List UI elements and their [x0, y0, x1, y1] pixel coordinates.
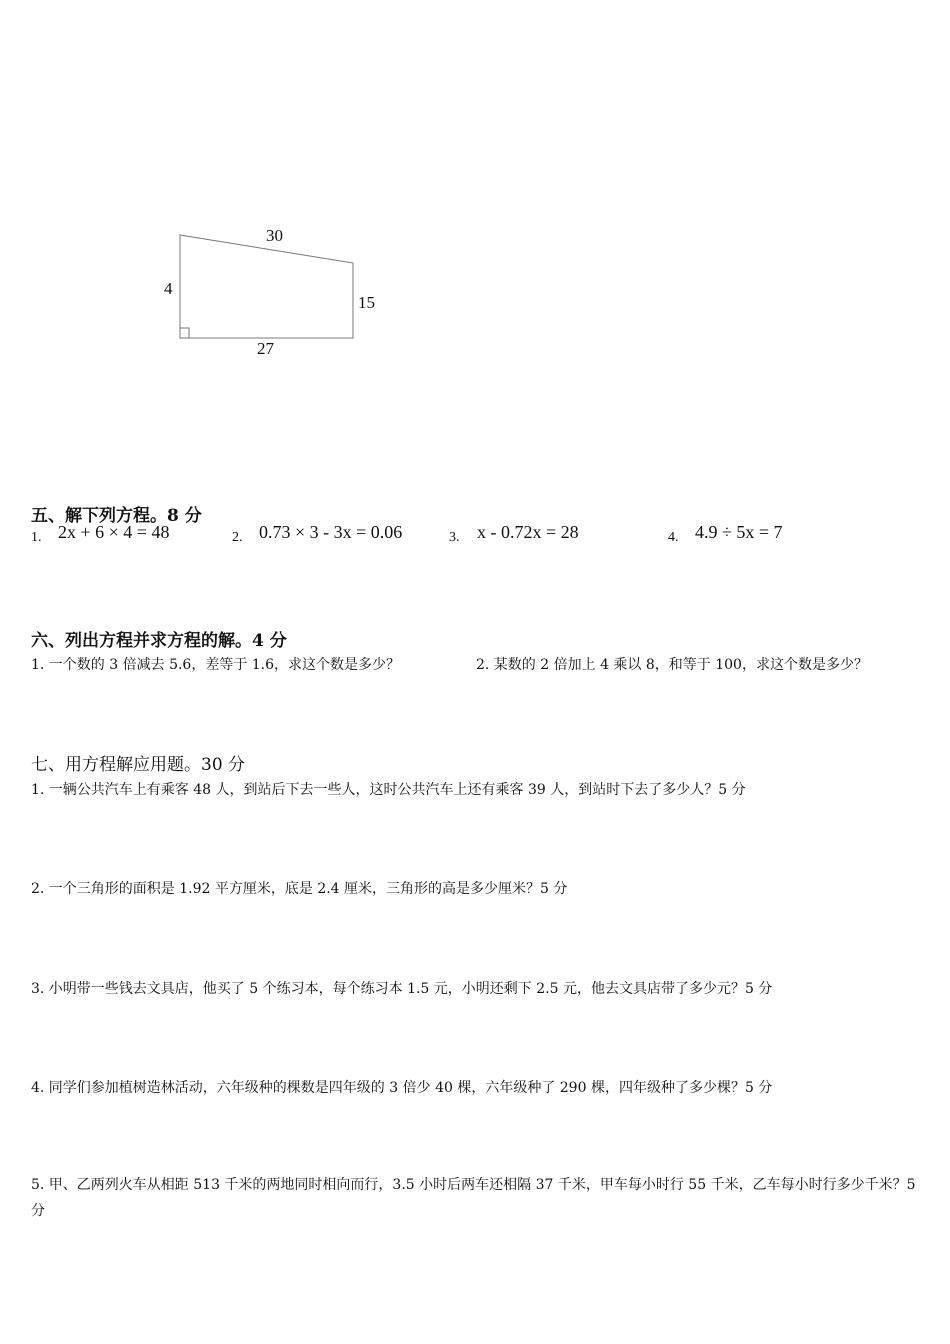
section7-question-2: 2. 一个三角形的面积是 1.92 平方厘米，底是 2.4 厘米，三角形的高是多少厘米？5 分 [31, 881, 568, 897]
trapezoid-figure [0, 0, 400, 380]
equation-1: 2x + 6 × 4 = 48 [58, 522, 170, 542]
figure-top-label: 30 [266, 226, 283, 245]
section7-question-5: 5. 甲、乙两列火车从相距 513 千米的两地同时相向而行，3.5 小时后两车还相隔 37 千米，甲车每小时行 55 千米，乙车每小时行多少千米？5 分 [31, 1177, 916, 1219]
equation-4-number: 4. [668, 530, 679, 545]
section6-heading: 六、列出方程并求方程的解。4 分 [31, 631, 287, 651]
figure-right-label: 15 [358, 293, 375, 312]
section5-heading: 五、解下列方程。8 分 [31, 506, 202, 526]
equation-3-number: 3. [449, 530, 460, 545]
right-angle-mark [180, 328, 189, 338]
section6-question-1: 1. 一个数的 3 倍减去 5.6，差等于 1.6，求这个数是多少？ [31, 657, 401, 673]
section7-heading: 七、用方程解应用题。30 分 [31, 755, 246, 775]
section7-question-1: 1. 一辆公共汽车上有乘客 48 人，到站后下去一些人，这时公共汽车上还有乘客 39 人，到站时下去了多少人？5 分 [31, 782, 746, 798]
trapezoid-shape [180, 235, 353, 338]
equation-1-number: 1. [31, 530, 42, 545]
equation-3: x - 0.72x = 28 [477, 522, 579, 542]
section6-question-2: 2. 某数的 2 倍加上 4 乘以 8，和等于 100，求这个数是多少？ [476, 657, 868, 673]
figure-left-label: 4 [164, 279, 173, 298]
section7-question-3: 3. 小明带一些钱去文具店，他买了 5 个练习本，每个练习本 1.5 元，小明还剩下 2.5 元，他去文具店带了多少元？5 分 [31, 981, 773, 997]
section7-question-4: 4. 同学们参加植树造林活动，六年级种的棵数是四年级的 3 倍少 40 棵，六年级种了 290 棵，四年级种了多少棵？5 分 [31, 1080, 773, 1096]
equation-2: 0.73 × 3 - 3x = 0.06 [259, 522, 403, 542]
equation-2-number: 2. [232, 530, 243, 545]
figure-bottom-label: 27 [257, 339, 274, 358]
equation-4: 4.9 ÷ 5x = 7 [695, 522, 783, 542]
